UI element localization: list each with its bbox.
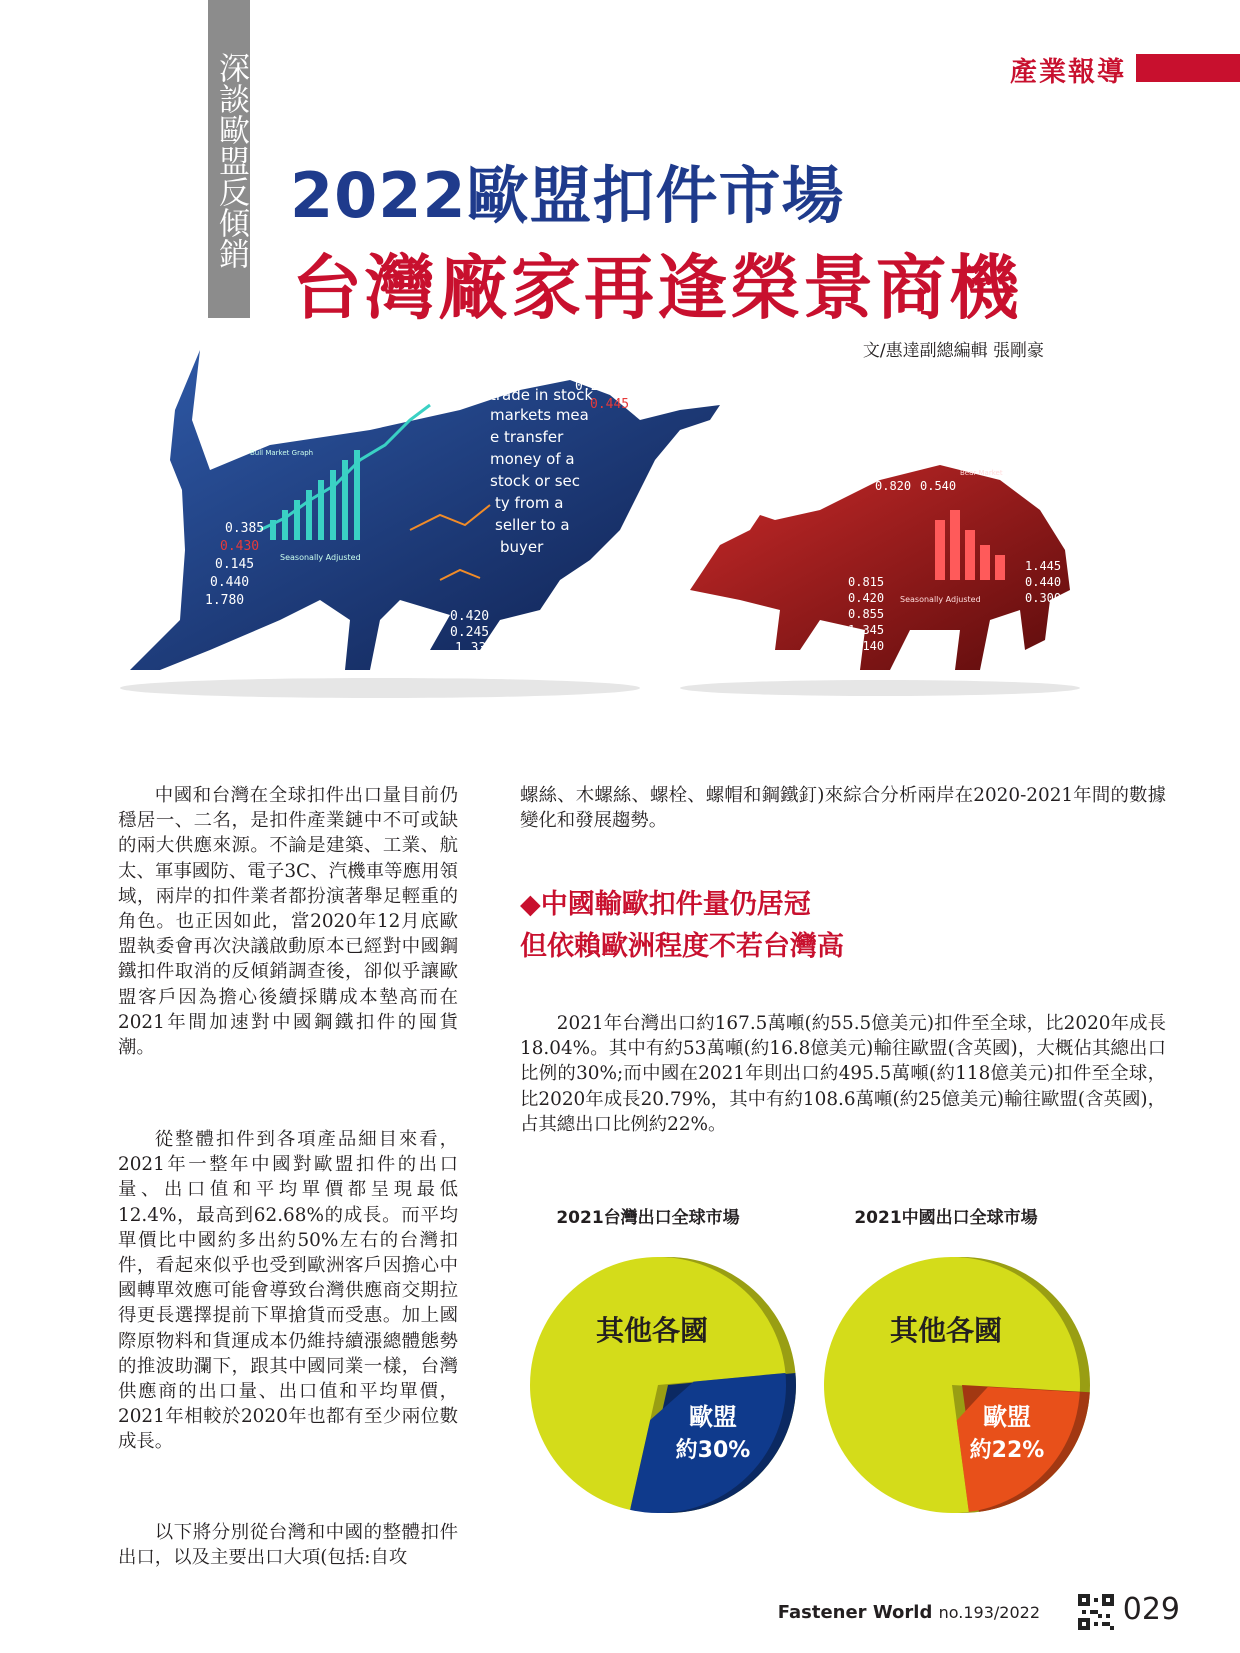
pie-label-eu: 歐盟 xyxy=(983,1403,1031,1431)
section-label: 產業報導 xyxy=(1010,57,1126,88)
bull-number: 0.440 xyxy=(210,575,250,590)
chart-title: 2021台灣出口全球市場 xyxy=(556,1208,740,1228)
chart-title: 2021中國出口全球市場 xyxy=(854,1208,1038,1228)
bull-text: seller to a xyxy=(495,516,570,534)
bull-number: 0.145 xyxy=(215,557,255,572)
bull-text: trade in stock xyxy=(490,386,594,404)
bear-number: 0.820 xyxy=(875,479,912,493)
magazine-name: Fastener World xyxy=(777,1602,933,1623)
pie-chart-taiwan xyxy=(530,1257,796,1513)
bear-number: 0.815 xyxy=(848,575,885,589)
paragraph-text: 螺絲、木螺絲、螺栓、螺帽和鋼鐵釘)來綜合分析兩岸在2020-2021年間的數據變化和發展趨勢。 xyxy=(520,785,1166,832)
bear-text: Seasonally Adjusted xyxy=(900,595,981,604)
body-paragraph xyxy=(520,1011,1166,1137)
bull-number: 0.385 xyxy=(225,521,265,536)
bull-text: ty from a xyxy=(495,494,564,512)
pie-label-eu-value: 約22% xyxy=(969,1438,1045,1463)
paragraph-text: 中國和台灣在全球扣件出口量目前仍穩居一、二名，是扣件產業鏈中不可或缺的兩大供應來源。不論是建築、工業、航太、軍事國防、電子3C、汽機車等應用領域，兩岸的扣件業者都扮演著舉足輕重的角色。也正因如此，當2020年12月底歐盟執委會再次決議啟動原本已經對中國鋼鐵扣件取消的反傾銷調查後，卻似乎讓歐盟客戶因為擔心後續採購成本墊高而在2021年間加速對中國鋼鐵扣件的囤貨潮。 xyxy=(118,785,458,1059)
bull-bear-illustration xyxy=(120,350,1140,720)
paragraph-text: 以下將分別從台灣和中國的整體扣件出口，以及主要出口大項(包括:自攻 xyxy=(118,1522,458,1569)
pie-chart-china xyxy=(824,1257,1090,1513)
bear-number: 0.855 xyxy=(848,607,885,621)
bull-text: markets mea xyxy=(490,406,589,424)
paragraph-text: 從整體扣件到各項產品細目來看，2021年一整年中國對歐盟扣件的出口量、出口值和平均單價都呈現最低12.4%，最高到62.68%的成長。而平均單價比中國約多出約50%左右的台灣扣件，看起來似乎也受到歐洲客戶因擔心中國轉單效應可能會導致台灣供應商交期拉得更長選擇提前下單搶貨而受惠。加上國際原物料和貨運成本仍維持續漲總體態勢的推波助瀾下，跟其中國同業一樣，台灣供應商的出口量、出口值和平均單價，2021年相較於2020年也都有至少兩位數成長。 xyxy=(118,1129,458,1453)
bull-text: Bull Market Graph xyxy=(250,449,314,457)
bear-number: 0.300 xyxy=(1025,591,1062,605)
bull-text: e transfer xyxy=(490,428,564,446)
section-bar xyxy=(1136,54,1240,82)
bull-text: Seasonally Adjusted xyxy=(280,553,361,562)
pie-label-others: 其他各國 xyxy=(889,1314,1003,1347)
bull-number: 0.420 xyxy=(450,609,490,624)
bull-text: buyer xyxy=(500,538,544,556)
bear-number: 0.140 xyxy=(848,639,885,653)
bear-text: Bear Market xyxy=(960,469,1003,477)
body-paragraph xyxy=(118,783,458,1060)
footer-magazine xyxy=(778,1602,1040,1623)
body-paragraph xyxy=(118,1520,458,1570)
subheading-line-2: 但依賴歐洲程度不若台灣高 xyxy=(520,931,844,962)
subheading-line-1: 中國輸歐扣件量仍居冠 xyxy=(540,889,811,920)
bull-number: 1.780 xyxy=(205,593,245,608)
bear-number: 0.420 xyxy=(848,591,885,605)
issue-number: no.193/2022 xyxy=(938,1603,1040,1622)
title-line-1: 2022歐盟扣件市場 xyxy=(290,159,845,232)
bull-number: 1.335 xyxy=(455,641,495,656)
diamond-icon: ◆ xyxy=(520,889,541,920)
pie-label-eu-value: 約30% xyxy=(675,1438,751,1463)
bull-number: 0.235 xyxy=(575,379,615,394)
byline: 文/惠達副總編輯 張剛豪 xyxy=(862,341,1044,361)
page-number: 029 xyxy=(1122,1592,1180,1627)
bull-text: stock or sec xyxy=(490,472,580,490)
bull-number: 0.245 xyxy=(450,625,490,640)
bull-text: money of a xyxy=(490,450,575,468)
subheading xyxy=(520,884,844,968)
paragraph-text: 2021年台灣出口約167.5萬噸(約55.5億美元)扣件至全球，比2020年成長18.04%。其中有約53萬噸(約16.8億美元)輸往歐盟(含英國)，大概佔其總出口比例的30%;而中國在2021年則出口約495.5萬噸(約118億美元)扣件至全球，比2020年成長20.79%，其中有約108.6萬噸(約25億美元)輸往歐盟(含英國)，占其總出口比例約22%。 xyxy=(520,1013,1166,1135)
title-line-2: 台灣廠家再逢榮景商機 xyxy=(292,247,1022,329)
bull-number: 0.430 xyxy=(220,539,260,554)
body-paragraph xyxy=(520,783,1166,833)
bull-number: 0.445 xyxy=(590,397,630,412)
bear-number: 1.345 xyxy=(848,623,885,637)
bear-number: 0.540 xyxy=(920,479,957,493)
bear-figure xyxy=(690,465,1070,670)
bear-number: 0.440 xyxy=(1025,575,1062,589)
side-label: 深談歐盟反傾銷 xyxy=(213,52,249,269)
qr-code-icon xyxy=(1078,1594,1114,1630)
bear-number: 1.445 xyxy=(1025,559,1062,573)
bull-figure xyxy=(130,350,720,670)
body-paragraph xyxy=(118,1127,458,1455)
pie-label-others: 其他各國 xyxy=(595,1314,709,1347)
pie-label-eu: 歐盟 xyxy=(689,1403,737,1431)
pie-charts xyxy=(510,1240,1130,1530)
